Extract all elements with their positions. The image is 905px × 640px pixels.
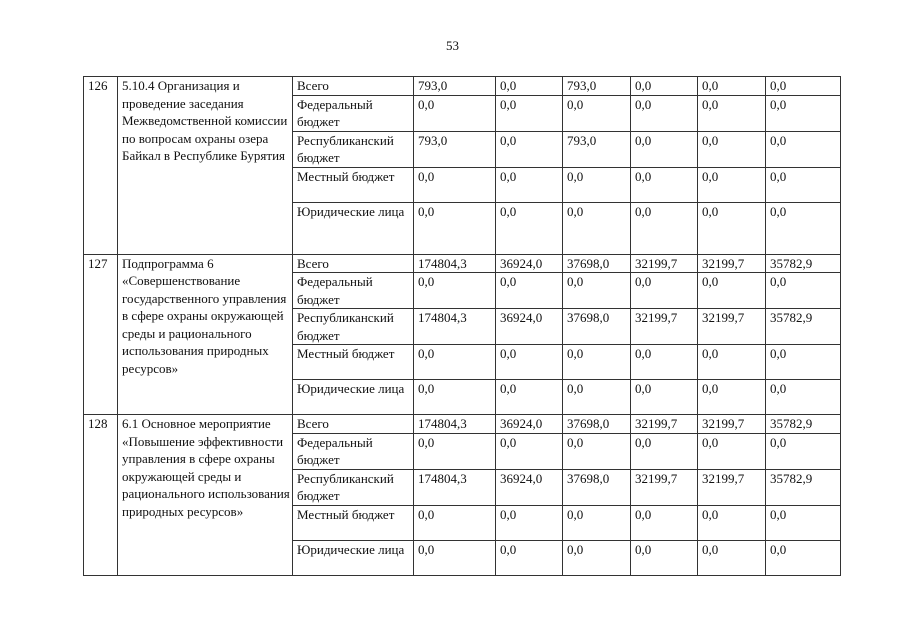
funding-source: Всего [293, 415, 414, 434]
amount-cell: 32199,7 [631, 415, 698, 434]
amount-cell: 37698,0 [563, 469, 631, 505]
table-body [84, 77, 841, 576]
amount-cell: 0,0 [698, 131, 766, 167]
amount-cell: 0,0 [766, 167, 841, 202]
amount-cell: 0,0 [414, 95, 496, 131]
amount-cell: 0,0 [698, 202, 766, 254]
funding-source: Республиканский бюджет [293, 469, 414, 505]
amount-cell: 0,0 [496, 345, 563, 380]
amount-cell: 0,0 [631, 345, 698, 380]
amount-cell: 0,0 [414, 202, 496, 254]
activity-name: 6.1 Основное мероприятие «Повышение эффективности управления в сфере охраны окружающей среды и рационального использования природных ресурсов» [118, 415, 293, 576]
amount-cell: 793,0 [563, 77, 631, 96]
amount-cell: 0,0 [631, 433, 698, 469]
amount-cell: 0,0 [563, 505, 631, 540]
amount-cell: 0,0 [631, 273, 698, 309]
amount-cell: 0,0 [563, 540, 631, 575]
amount-cell: 0,0 [496, 380, 563, 415]
table-row [84, 77, 841, 96]
amount-cell: 0,0 [563, 167, 631, 202]
amount-cell: 174804,3 [414, 254, 496, 273]
funding-source: Местный бюджет [293, 505, 414, 540]
amount-cell: 0,0 [631, 380, 698, 415]
amount-cell: 37698,0 [563, 309, 631, 345]
amount-cell: 0,0 [766, 540, 841, 575]
row-number: 127 [84, 254, 118, 415]
amount-cell: 0,0 [766, 505, 841, 540]
amount-cell: 0,0 [414, 540, 496, 575]
amount-cell: 0,0 [631, 167, 698, 202]
amount-cell: 174804,3 [414, 309, 496, 345]
amount-cell: 0,0 [414, 505, 496, 540]
amount-cell: 0,0 [496, 95, 563, 131]
amount-cell: 36924,0 [496, 254, 563, 273]
amount-cell: 0,0 [698, 345, 766, 380]
activity-name: 5.10.4 Организация и проведение заседания Межведомственной комиссии по вопросам охраны озера Байкал в Республике Бурятия [118, 77, 293, 255]
amount-cell: 32199,7 [631, 309, 698, 345]
amount-cell: 0,0 [766, 433, 841, 469]
amount-cell: 0,0 [698, 77, 766, 96]
amount-cell: 0,0 [496, 202, 563, 254]
funding-source: Федеральный бюджет [293, 95, 414, 131]
amount-cell: 36924,0 [496, 415, 563, 434]
amount-cell: 0,0 [563, 95, 631, 131]
amount-cell: 0,0 [698, 380, 766, 415]
funding-source: Юридические лица [293, 540, 414, 575]
amount-cell: 32199,7 [631, 254, 698, 273]
amount-cell: 0,0 [698, 540, 766, 575]
amount-cell: 793,0 [414, 131, 496, 167]
amount-cell: 793,0 [563, 131, 631, 167]
amount-cell: 0,0 [496, 505, 563, 540]
amount-cell: 0,0 [563, 273, 631, 309]
amount-cell: 0,0 [414, 380, 496, 415]
funding-source: Республиканский бюджет [293, 309, 414, 345]
amount-cell: 0,0 [563, 433, 631, 469]
amount-cell: 0,0 [496, 540, 563, 575]
amount-cell: 0,0 [766, 131, 841, 167]
table-row [84, 254, 841, 273]
amount-cell: 37698,0 [563, 254, 631, 273]
amount-cell: 0,0 [766, 345, 841, 380]
amount-cell: 32199,7 [698, 254, 766, 273]
amount-cell: 35782,9 [766, 469, 841, 505]
amount-cell: 0,0 [766, 77, 841, 96]
amount-cell: 36924,0 [496, 309, 563, 345]
amount-cell: 174804,3 [414, 415, 496, 434]
amount-cell: 35782,9 [766, 254, 841, 273]
funding-source: Местный бюджет [293, 167, 414, 202]
amount-cell: 0,0 [631, 77, 698, 96]
amount-cell: 0,0 [414, 167, 496, 202]
amount-cell: 32199,7 [698, 469, 766, 505]
amount-cell: 36924,0 [496, 469, 563, 505]
amount-cell: 0,0 [496, 273, 563, 309]
amount-cell: 35782,9 [766, 309, 841, 345]
funding-source: Юридические лица [293, 202, 414, 254]
amount-cell: 32199,7 [698, 309, 766, 345]
amount-cell: 0,0 [496, 131, 563, 167]
funding-source: Всего [293, 254, 414, 273]
amount-cell: 37698,0 [563, 415, 631, 434]
funding-source: Республиканский бюджет [293, 131, 414, 167]
amount-cell: 0,0 [414, 433, 496, 469]
funding-source: Федеральный бюджет [293, 433, 414, 469]
amount-cell: 0,0 [698, 167, 766, 202]
funding-source: Всего [293, 77, 414, 96]
amount-cell: 0,0 [766, 202, 841, 254]
table-row [84, 415, 841, 434]
amount-cell: 0,0 [414, 273, 496, 309]
amount-cell: 0,0 [766, 273, 841, 309]
amount-cell: 0,0 [698, 273, 766, 309]
amount-cell: 0,0 [631, 202, 698, 254]
amount-cell: 0,0 [414, 345, 496, 380]
amount-cell: 0,0 [631, 95, 698, 131]
amount-cell: 0,0 [563, 345, 631, 380]
amount-cell: 0,0 [698, 433, 766, 469]
budget-table [83, 76, 841, 576]
amount-cell: 0,0 [496, 167, 563, 202]
funding-source: Местный бюджет [293, 345, 414, 380]
row-number: 126 [84, 77, 118, 255]
amount-cell: 174804,3 [414, 469, 496, 505]
row-number: 128 [84, 415, 118, 576]
amount-cell: 0,0 [631, 505, 698, 540]
amount-cell: 0,0 [631, 540, 698, 575]
page-number: 53 [446, 38, 459, 53]
amount-cell: 0,0 [496, 77, 563, 96]
amount-cell: 793,0 [414, 77, 496, 96]
amount-cell: 0,0 [563, 202, 631, 254]
activity-name: Подпрограмма 6 «Совершенствование государственного управления в сфере охраны окружающей среды и рационального использования природных ресурсов» [118, 254, 293, 415]
funding-source: Юридические лица [293, 380, 414, 415]
amount-cell: 32199,7 [631, 469, 698, 505]
funding-source: Федеральный бюджет [293, 273, 414, 309]
amount-cell: 0,0 [766, 95, 841, 131]
amount-cell: 0,0 [563, 380, 631, 415]
amount-cell: 0,0 [496, 433, 563, 469]
amount-cell: 0,0 [698, 95, 766, 131]
amount-cell: 32199,7 [698, 415, 766, 434]
amount-cell: 0,0 [766, 380, 841, 415]
amount-cell: 0,0 [631, 131, 698, 167]
amount-cell: 35782,9 [766, 415, 841, 434]
amount-cell: 0,0 [698, 505, 766, 540]
